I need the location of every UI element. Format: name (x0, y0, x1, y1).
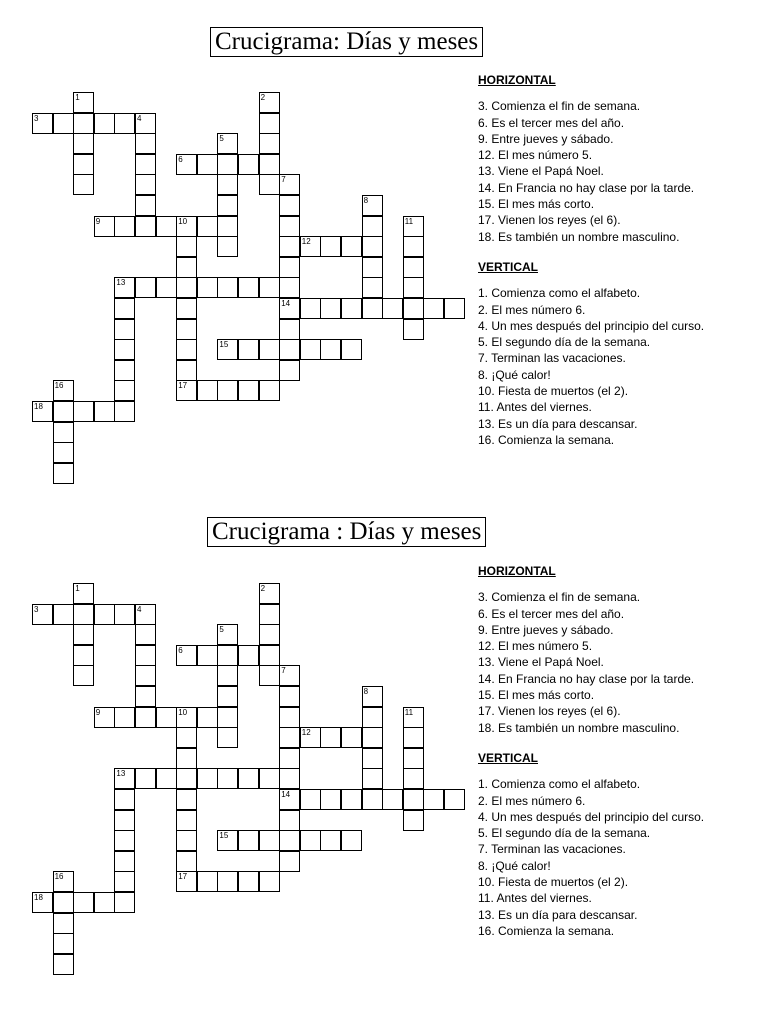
clue-item: 4. Un mes después del principio del curso. (478, 318, 705, 333)
crossword-cell[interactable] (382, 298, 403, 319)
crossword-cell[interactable] (423, 298, 444, 319)
crossword-grid (0, 491, 480, 991)
clue-item: 17. Vienen los reyes (el 6). (478, 704, 621, 719)
crossword-cell[interactable] (217, 380, 238, 401)
clue-number: 8 (363, 687, 369, 696)
crossword-cell[interactable] (403, 748, 424, 769)
crossword-cell[interactable] (114, 768, 135, 789)
crossword-cell[interactable] (217, 727, 238, 748)
crossword-cell[interactable] (217, 686, 238, 707)
crossword-cell[interactable] (32, 401, 53, 422)
crossword-cell[interactable] (73, 154, 94, 175)
clue-item: 1. Comienza como el alfabeto. (478, 286, 641, 301)
clue-number: 15 (219, 340, 229, 350)
crossword-cell[interactable] (362, 236, 383, 257)
clue-item: 7. Terminan las vacaciones. (478, 842, 626, 857)
crossword-cell[interactable] (341, 727, 362, 748)
crossword-cell[interactable] (341, 339, 362, 360)
crossword-cell[interactable] (403, 298, 424, 319)
clue-item: 12. El mes número 5. (478, 639, 593, 654)
clue-item: 18. Es también un nombre masculino. (478, 720, 680, 735)
clue-number: 8 (363, 196, 369, 205)
crossword-cell[interactable] (114, 380, 135, 401)
clue-number: 5 (219, 134, 224, 144)
clue-number: 10 (178, 707, 188, 717)
clue-item: 6. Es el tercer mes del año. (478, 606, 625, 621)
crossword-cell[interactable] (73, 604, 94, 625)
crossword-cell[interactable] (362, 727, 383, 748)
crossword-cell[interactable] (320, 298, 341, 319)
crossword-cell[interactable] (94, 604, 115, 625)
crossword-cell[interactable] (217, 830, 238, 851)
crossword-cell[interactable] (403, 319, 424, 340)
crossword-cell[interactable] (217, 174, 238, 195)
clue-number: 16 (54, 381, 64, 391)
crossword-cell[interactable] (114, 830, 135, 851)
crossword-cell[interactable] (176, 277, 197, 298)
crossword-cell[interactable] (114, 360, 135, 381)
crossword-cell[interactable] (53, 380, 74, 401)
crossword-cell[interactable] (114, 216, 135, 237)
crossword-cell[interactable] (176, 789, 197, 810)
clue-item: 12. El mes número 5. (478, 148, 593, 163)
clue-number: 11 (404, 707, 414, 717)
crossword-cell[interactable] (259, 604, 280, 625)
clue-number: 15 (219, 831, 229, 841)
crossword-cell[interactable] (114, 319, 135, 340)
crossword-cell[interactable] (156, 277, 177, 298)
crossword-cell[interactable] (279, 748, 300, 769)
crossword-cell[interactable] (197, 768, 218, 789)
crossword-cell[interactable] (444, 789, 465, 810)
crossword-cell[interactable] (53, 401, 74, 422)
crossword-cell[interactable] (279, 665, 300, 686)
crossword-cell[interactable] (403, 789, 424, 810)
crossword-cell[interactable] (259, 339, 280, 360)
crossword-cell[interactable] (423, 789, 444, 810)
crossword-cell[interactable] (73, 892, 94, 913)
crossword-cell[interactable] (217, 133, 238, 154)
clue-item: 8. ¡Qué calor! (478, 858, 551, 873)
clue-number: 12 (301, 728, 311, 738)
crossword-cell[interactable] (176, 339, 197, 360)
crossword-cell[interactable] (403, 810, 424, 831)
crossword-cell[interactable] (114, 277, 135, 298)
crossword-cell[interactable] (362, 257, 383, 278)
crossword-cell[interactable] (259, 583, 280, 604)
crossword-cell[interactable] (300, 830, 321, 851)
crossword-cell[interactable] (320, 789, 341, 810)
crossword-cell[interactable] (217, 707, 238, 728)
clue-item: 14. En Francia no hay clase por la tarde. (478, 180, 695, 195)
vertical-clue-list (478, 776, 704, 939)
clue-item: 15. El mes más corto. (478, 197, 595, 212)
clue-item: 5. El segundo día de la semana. (478, 335, 651, 350)
clue-number: 7 (281, 175, 286, 185)
crossword-cell[interactable] (259, 92, 280, 113)
crossword-sheet-2 (0, 491, 768, 991)
crossword-cell[interactable] (320, 830, 341, 851)
crossword-cell[interactable] (403, 768, 424, 789)
crossword-cell[interactable] (362, 195, 383, 216)
crossword-cell[interactable] (279, 216, 300, 237)
crossword-cell[interactable] (94, 216, 115, 237)
crossword-cell[interactable] (300, 789, 321, 810)
crossword-cell[interactable] (403, 707, 424, 728)
page-title: Crucigrama : Días y meses (207, 517, 486, 547)
crossword-cell[interactable] (279, 257, 300, 278)
crossword-cell[interactable] (279, 768, 300, 789)
crossword-cell[interactable] (135, 665, 156, 686)
crossword-cell[interactable] (217, 236, 238, 257)
crossword-cell[interactable] (444, 298, 465, 319)
clue-item: 6. Es el tercer mes del año. (478, 115, 625, 130)
crossword-cell[interactable] (403, 727, 424, 748)
crossword-cell[interactable] (135, 216, 156, 237)
crossword-cell[interactable] (197, 645, 218, 666)
crossword-cell[interactable] (259, 645, 280, 666)
crossword-cell[interactable] (362, 216, 383, 237)
crossword-cell[interactable] (114, 401, 135, 422)
crossword-cell[interactable] (259, 113, 280, 134)
crossword-cell[interactable] (238, 768, 259, 789)
crossword-cell[interactable] (279, 727, 300, 748)
clue-number: 3 (34, 113, 39, 123)
crossword-cell[interactable] (279, 707, 300, 728)
clue-item: 8. ¡Qué calor! (478, 367, 551, 382)
crossword-cell[interactable] (259, 768, 280, 789)
crossword-cell[interactable] (403, 216, 424, 237)
crossword-grid (0, 0, 480, 500)
clue-number: 17 (178, 381, 188, 391)
crossword-cell[interactable] (279, 277, 300, 298)
crossword-cell[interactable] (259, 665, 280, 686)
crossword-cell[interactable] (259, 174, 280, 195)
crossword-cell[interactable] (135, 113, 156, 134)
crossword-cell[interactable] (135, 277, 156, 298)
crossword-cell[interactable] (197, 216, 218, 237)
clue-item: 17. Vienen los reyes (el 6). (478, 213, 621, 228)
crossword-cell[interactable] (362, 686, 383, 707)
clue-item: 4. Un mes después del principio del curso. (478, 809, 705, 824)
crossword-cell[interactable] (176, 257, 197, 278)
crossword-cell[interactable] (53, 933, 74, 954)
crossword-cell[interactable] (217, 154, 238, 175)
crossword-cell[interactable] (341, 830, 362, 851)
crossword-cell[interactable] (135, 624, 156, 645)
crossword-cell[interactable] (320, 236, 341, 257)
crossword-cell[interactable] (279, 360, 300, 381)
crossword-cell[interactable] (382, 789, 403, 810)
crossword-cell[interactable] (73, 92, 94, 113)
crossword-cell[interactable] (362, 277, 383, 298)
crossword-cell[interactable] (238, 830, 259, 851)
clue-number: 16 (54, 872, 64, 882)
clue-item: 13. Es un día para descansar. (478, 416, 638, 431)
crossword-cell[interactable] (300, 727, 321, 748)
crossword-cell[interactable] (114, 339, 135, 360)
vertical-heading: VERTICAL (478, 750, 538, 765)
crossword-cell[interactable] (73, 645, 94, 666)
crossword-cell[interactable] (320, 339, 341, 360)
crossword-cell[interactable] (362, 298, 383, 319)
crossword-cell[interactable] (114, 298, 135, 319)
clue-item: 10. Fiesta de muertos (el 2). (478, 384, 629, 399)
crossword-cell[interactable] (176, 810, 197, 831)
clue-number: 18 (34, 402, 43, 411)
crossword-cell[interactable] (217, 768, 238, 789)
crossword-cell[interactable] (53, 913, 74, 934)
crossword-cell[interactable] (135, 195, 156, 216)
crossword-cell[interactable] (176, 768, 197, 789)
crossword-cell[interactable] (135, 604, 156, 625)
clue-item: 16. Comienza la semana. (478, 432, 615, 447)
clue-number: 1 (75, 584, 80, 593)
crossword-cell[interactable] (238, 277, 259, 298)
crossword-cell[interactable] (114, 810, 135, 831)
crossword-cell[interactable] (403, 277, 424, 298)
crossword-cell[interactable] (53, 604, 74, 625)
crossword-cell[interactable] (135, 174, 156, 195)
crossword-cell[interactable] (94, 892, 115, 913)
clue-number: 7 (281, 666, 286, 676)
crossword-cell[interactable] (362, 768, 383, 789)
crossword-cell[interactable] (73, 583, 94, 604)
crossword-cell[interactable] (53, 871, 74, 892)
clue-number: 2 (260, 584, 266, 593)
crossword-cell[interactable] (238, 380, 259, 401)
clue-item: 2. El mes número 6. (478, 793, 586, 808)
crossword-cell[interactable] (341, 789, 362, 810)
clue-number: 6 (178, 154, 183, 164)
crossword-cell[interactable] (53, 442, 74, 463)
clue-item: 2. El mes número 6. (478, 302, 586, 317)
crossword-cell[interactable] (94, 707, 115, 728)
crossword-cell[interactable] (156, 707, 177, 728)
crossword-cell[interactable] (320, 727, 341, 748)
clue-number: 4 (137, 604, 142, 614)
clue-number: 12 (301, 237, 311, 247)
crossword-cell[interactable] (73, 665, 94, 686)
horizontal-clue-list (478, 98, 704, 245)
clue-number: 10 (178, 216, 188, 226)
crossword-cell[interactable] (135, 768, 156, 789)
crossword-cell[interactable] (197, 154, 218, 175)
crossword-cell[interactable] (73, 401, 94, 422)
clue-item: 16. Comienza la semana. (478, 923, 615, 938)
crossword-cell[interactable] (114, 707, 135, 728)
crossword-cell[interactable] (362, 789, 383, 810)
crossword-cell[interactable] (176, 216, 197, 237)
crossword-cell[interactable] (279, 319, 300, 340)
crossword-cell[interactable] (362, 748, 383, 769)
crossword-cell[interactable] (279, 789, 300, 810)
crossword-cell[interactable] (217, 624, 238, 645)
crossword-cell[interactable] (279, 195, 300, 216)
crossword-cell[interactable] (135, 686, 156, 707)
crossword-cell[interactable] (114, 789, 135, 810)
crossword-cell[interactable] (114, 892, 135, 913)
crossword-cell[interactable] (176, 319, 197, 340)
crossword-cell[interactable] (197, 277, 218, 298)
clue-item: 3. Comienza el fin de semana. (478, 590, 641, 605)
clue-item: 10. Fiesta de muertos (el 2). (478, 875, 629, 890)
clue-item: 18. Es también un nombre masculino. (478, 229, 680, 244)
crossword-cell[interactable] (217, 665, 238, 686)
crossword-cell[interactable] (217, 871, 238, 892)
crossword-cell[interactable] (259, 133, 280, 154)
crossword-cell[interactable] (403, 257, 424, 278)
clue-number: 5 (219, 625, 224, 635)
clue-number: 9 (95, 216, 101, 226)
clue-number: 14 (281, 299, 291, 308)
horizontal-heading: HORIZONTAL (478, 73, 556, 87)
vertical-heading: VERTICAL (478, 259, 538, 274)
crossword-cell[interactable] (114, 604, 135, 625)
crossword-cell[interactable] (135, 645, 156, 666)
crossword-cell[interactable] (300, 339, 321, 360)
crossword-cell[interactable] (197, 707, 218, 728)
crossword-cell[interactable] (32, 604, 53, 625)
crossword-cell[interactable] (176, 380, 197, 401)
crossword-cell[interactable] (341, 298, 362, 319)
crossword-cell[interactable] (73, 624, 94, 645)
clue-number: 14 (281, 790, 291, 799)
clue-number: 18 (34, 893, 43, 902)
crossword-cell[interactable] (217, 277, 238, 298)
crossword-cell[interactable] (94, 113, 115, 134)
crossword-cell[interactable] (53, 463, 74, 484)
crossword-cell[interactable] (217, 216, 238, 237)
crossword-cell[interactable] (135, 133, 156, 154)
crossword-cell[interactable] (176, 236, 197, 257)
clue-item: 11. Antes del viernes. (478, 891, 592, 906)
crossword-cell[interactable] (279, 851, 300, 872)
clue-item: 13. Viene el Papá Noel. (478, 655, 604, 670)
clue-number: 3 (34, 604, 39, 614)
crossword-cell[interactable] (156, 768, 177, 789)
crossword-cell[interactable] (217, 339, 238, 360)
crossword-cell[interactable] (403, 236, 424, 257)
clue-item: 1. Comienza como el alfabeto. (478, 777, 641, 792)
crossword-cell[interactable] (176, 851, 197, 872)
crossword-cell[interactable] (238, 871, 259, 892)
crossword-cell[interactable] (176, 645, 197, 666)
clue-item: 7. Terminan las vacaciones. (478, 351, 626, 366)
crossword-cell[interactable] (53, 954, 74, 975)
clue-number: 2 (260, 93, 266, 102)
crossword-cell[interactable] (279, 810, 300, 831)
crossword-cell[interactable] (94, 401, 115, 422)
crossword-cell[interactable] (53, 113, 74, 134)
horizontal-clue-list (478, 589, 704, 736)
clue-number: 13 (116, 769, 126, 779)
crossword-cell[interactable] (176, 727, 197, 748)
crossword-cell[interactable] (114, 113, 135, 134)
crossword-cell[interactable] (176, 748, 197, 769)
crossword-cell[interactable] (176, 871, 197, 892)
crossword-cell[interactable] (259, 624, 280, 645)
crossword-cell[interactable] (135, 154, 156, 175)
crossword-cell[interactable] (32, 892, 53, 913)
crossword-cell[interactable] (176, 830, 197, 851)
clue-item: 9. Entre jueves y sábado. (478, 131, 614, 146)
crossword-cell[interactable] (259, 871, 280, 892)
crossword-cell[interactable] (279, 830, 300, 851)
crossword-cell[interactable] (300, 236, 321, 257)
crossword-cell[interactable] (197, 380, 218, 401)
crossword-cell[interactable] (279, 686, 300, 707)
crossword-cell[interactable] (259, 380, 280, 401)
crossword-sheet-1 (0, 0, 768, 500)
clues-panel (478, 563, 704, 953)
crossword-cell[interactable] (197, 871, 218, 892)
vertical-clue-list (478, 285, 704, 448)
crossword-cell[interactable] (362, 707, 383, 728)
crossword-cell[interactable] (135, 707, 156, 728)
crossword-cell[interactable] (176, 707, 197, 728)
crossword-cell[interactable] (279, 174, 300, 195)
clue-number: 1 (75, 93, 80, 102)
clue-item: 14. En Francia no hay clase por la tarde. (478, 671, 695, 686)
clue-item: 13. Viene el Papá Noel. (478, 164, 604, 179)
clue-item: 9. Entre jueves y sábado. (478, 622, 614, 637)
clue-number: 6 (178, 645, 183, 655)
crossword-cell[interactable] (341, 236, 362, 257)
crossword-cell[interactable] (279, 236, 300, 257)
crossword-cell[interactable] (259, 154, 280, 175)
crossword-cell[interactable] (73, 133, 94, 154)
clues-panel (478, 72, 704, 462)
crossword-cell[interactable] (217, 645, 238, 666)
clue-item: 5. El segundo día de la semana. (478, 826, 651, 841)
crossword-cell[interactable] (73, 113, 94, 134)
crossword-cell[interactable] (73, 174, 94, 195)
crossword-cell[interactable] (259, 277, 280, 298)
clue-item: 15. El mes más corto. (478, 688, 595, 703)
horizontal-heading: HORIZONTAL (478, 564, 556, 578)
crossword-cell[interactable] (176, 360, 197, 381)
clue-item: 11. Antes del viernes. (478, 400, 592, 415)
crossword-cell[interactable] (53, 422, 74, 443)
crossword-cell[interactable] (32, 113, 53, 134)
crossword-cell[interactable] (238, 154, 259, 175)
crossword-cell[interactable] (238, 645, 259, 666)
clue-number: 4 (137, 113, 142, 123)
clue-number: 17 (178, 872, 188, 882)
clue-number: 11 (404, 216, 414, 226)
crossword-cell[interactable] (238, 339, 259, 360)
crossword-cell[interactable] (53, 892, 74, 913)
clue-item: 3. Comienza el fin de semana. (478, 99, 641, 114)
crossword-cell[interactable] (279, 298, 300, 319)
crossword-cell[interactable] (176, 154, 197, 175)
crossword-cell[interactable] (217, 195, 238, 216)
crossword-cell[interactable] (114, 871, 135, 892)
crossword-cell[interactable] (176, 298, 197, 319)
crossword-cell[interactable] (279, 339, 300, 360)
clue-number: 9 (95, 707, 101, 717)
crossword-cell[interactable] (259, 830, 280, 851)
crossword-cell[interactable] (156, 216, 177, 237)
page-title: Crucigrama: Días y meses (210, 27, 483, 57)
crossword-cell[interactable] (300, 298, 321, 319)
clue-item: 13. Es un día para descansar. (478, 907, 638, 922)
crossword-cell[interactable] (114, 851, 135, 872)
clue-number: 13 (116, 278, 126, 288)
